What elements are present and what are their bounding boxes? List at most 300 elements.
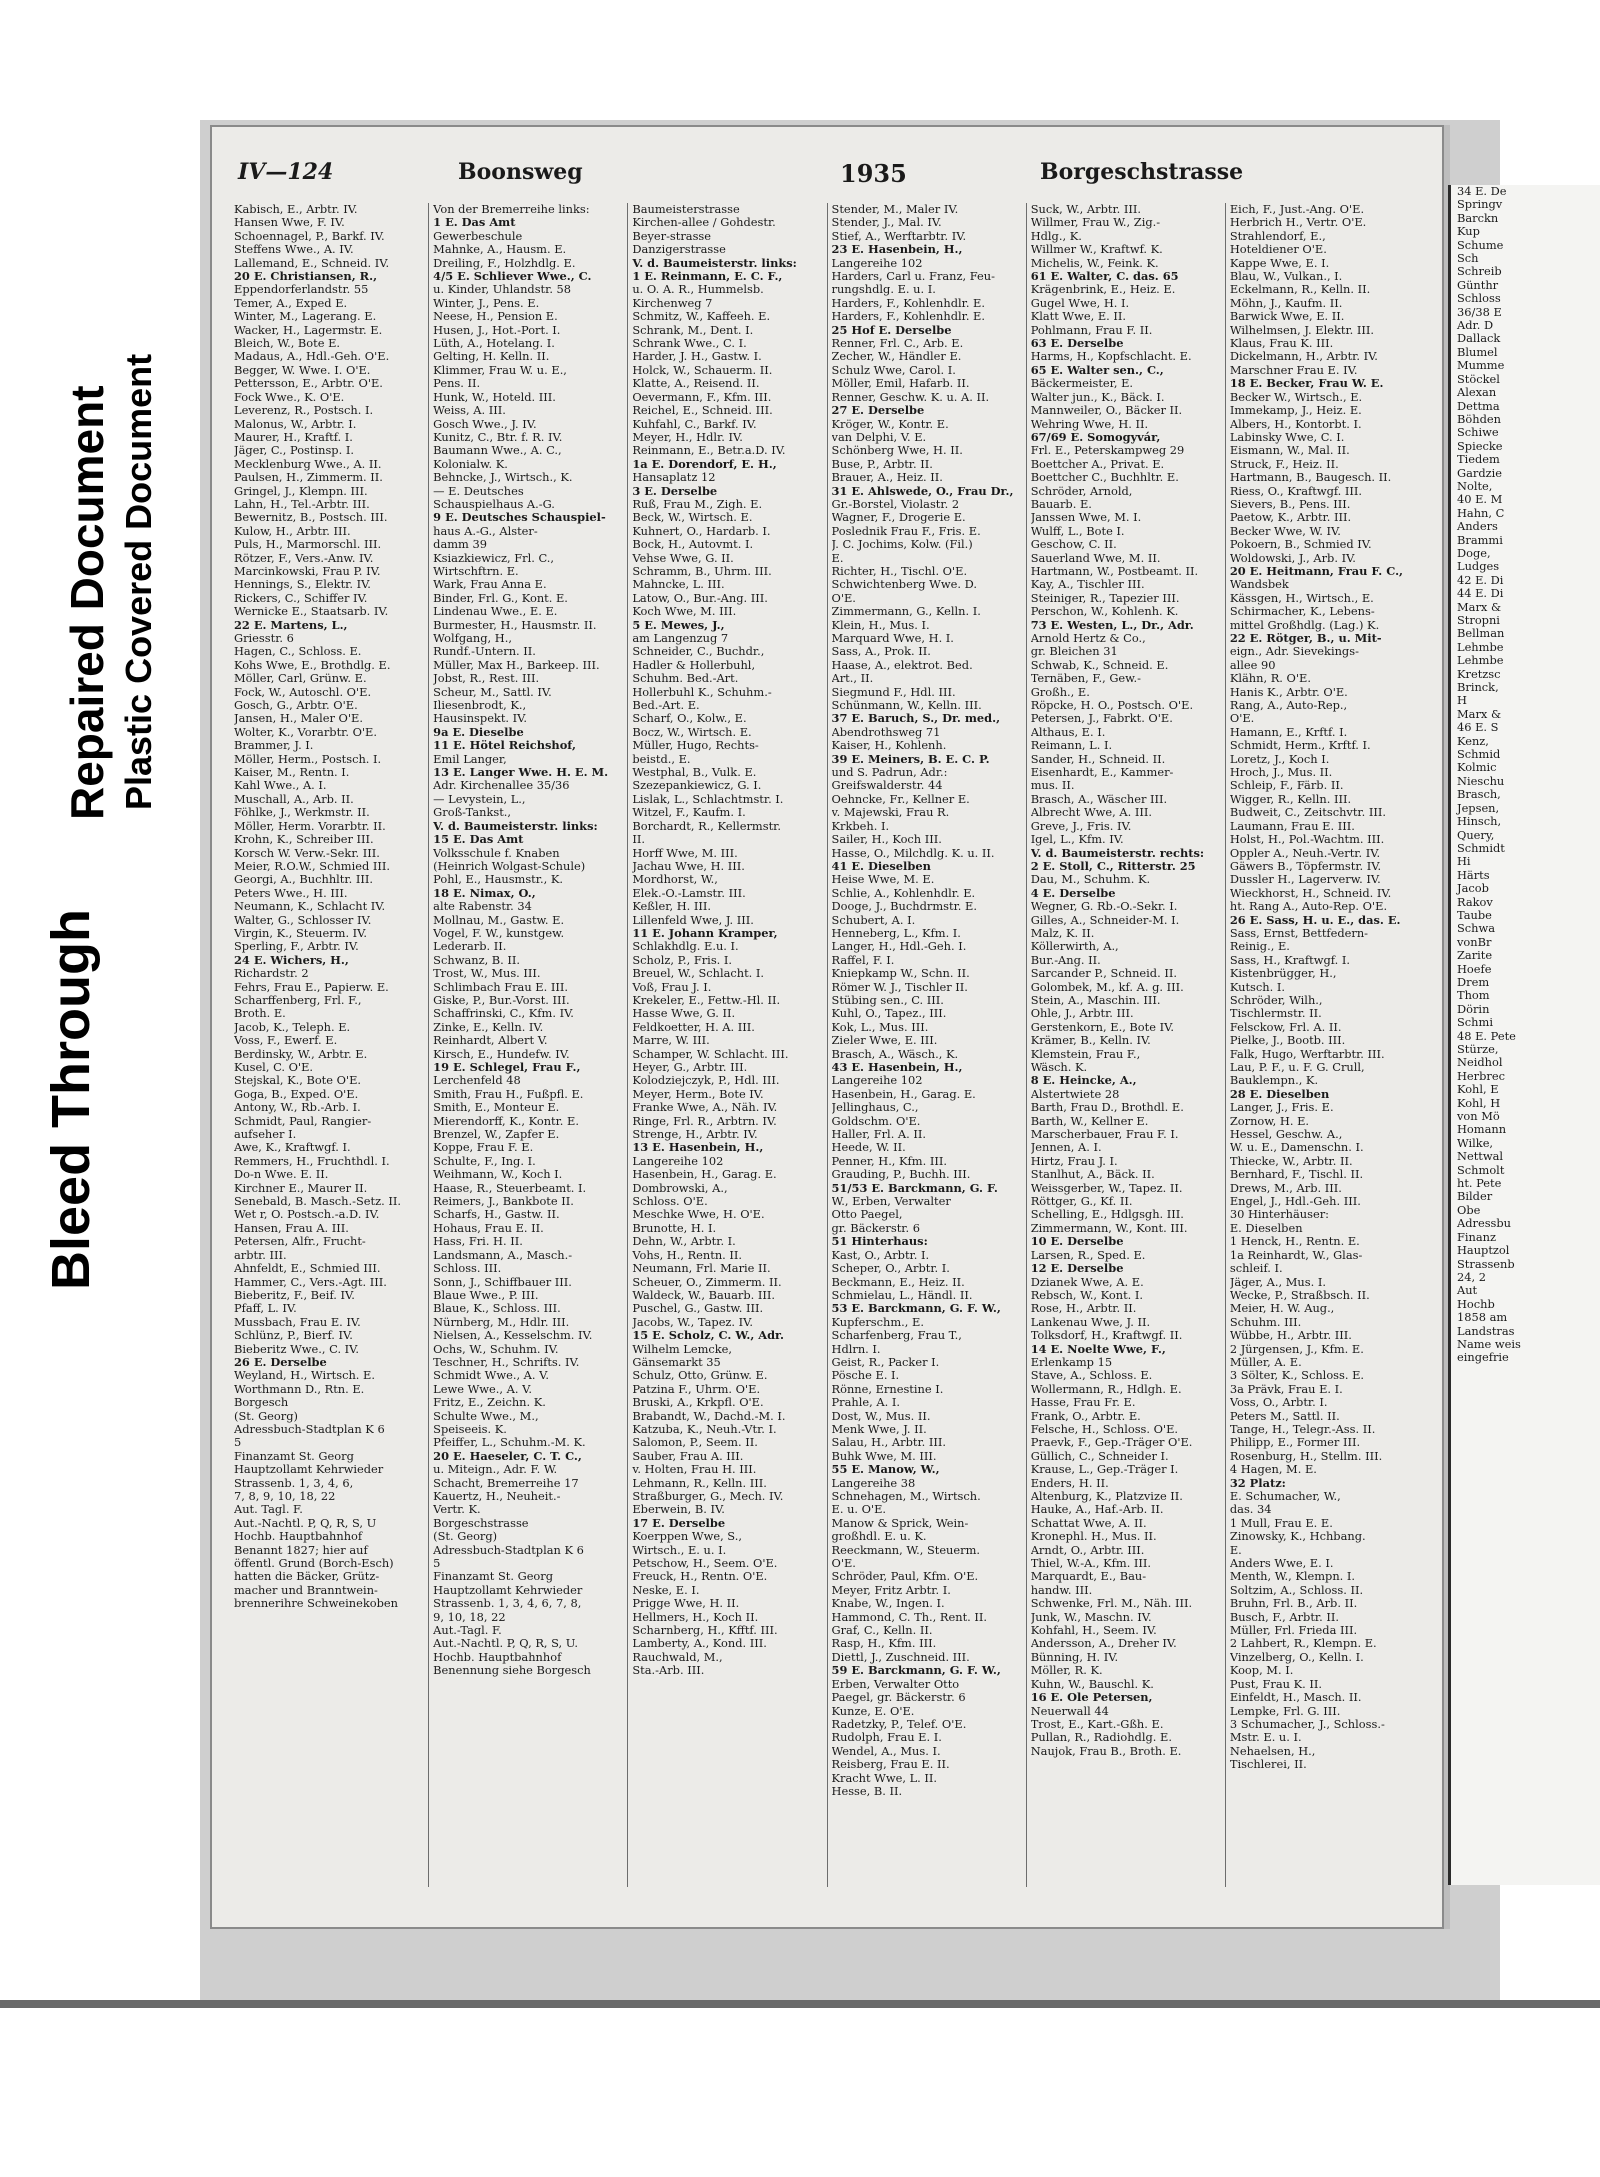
directory-entry: Busch, F., Arbtr. II. [1229,1610,1339,1624]
directory-entry: Wilhelmsen, J. Elektr. III. [1229,323,1374,337]
directory-entry: Mstr. E. u. I. [1229,1731,1302,1745]
directory-entry: Rudolph, Frau E. I. [831,1731,942,1745]
directory-entry: Krkbeh. I. [831,819,890,833]
adjacent-page-entry: Jepsen, [1457,801,1500,815]
directory-entry: Finanzamt St. Georg [433,1570,554,1584]
directory-entry: Müller, Max H., Barkeep. III. [433,658,600,672]
directory-entry: 9a E. Dieselbe [433,725,524,739]
directory-entry: Harders, Carl u. Franz, Feu- [831,270,995,284]
adjacent-page-entry: Stropni [1457,614,1500,627]
directory-entry: Sperling, F., Arbtr. IV. [234,940,359,954]
directory-entry: Klatt Wwe, E. II. [1030,310,1127,324]
directory-entry: Griesstr. 6 [234,632,294,645]
directory-entry: Jachau Wwe, H. III. [632,859,745,873]
directory-entry: Iliesenbrodt, K., [433,699,527,713]
directory-entry: 65 E. Walter sen., C., [1030,363,1164,377]
adjacent-page-entry: Wilke, [1457,1136,1494,1150]
directory-entry: Strenge, H., Arbtr. IV. [632,1128,758,1142]
directory-entry: Do-n Wwe. E. II. [234,1168,329,1182]
directory-entry: Wehring Wwe, H. II. [1030,417,1149,431]
directory-entry: Art., II. [831,672,874,686]
directory-entry: Igel, L., Kfm. IV. [1030,833,1124,847]
directory-column-1 [230,203,428,1887]
directory-entry: Schirmacher, K., Lebens- [1229,605,1375,619]
adjacent-page-entry: Ludges [1457,560,1500,574]
directory-entry: Jäger, A., Mus. I. [1229,1275,1326,1289]
directory-entry: ht. Rang A., Auto-Rep. O'E. [1229,900,1388,914]
directory-entry: Kast, O., Arbtr. I. [831,1248,930,1262]
directory-entry: 1 E. Das Amt [433,216,516,230]
directory-entry: Enders, H. II. [1030,1476,1109,1490]
directory-entry: Henneberg, L., Kfm. I. [831,926,961,940]
directory-entry: Schubert, A. I. [831,913,916,927]
directory-entry: E. u. O'E. [831,1503,887,1517]
directory-entry: Schwanz, B. II. [433,953,521,967]
directory-entry: Loretz, J., Koch I. [1229,752,1330,766]
adjacent-page-entry: Stöckel [1457,372,1500,386]
directory-entry: Lindenau Wwe., E. E. [433,605,558,619]
directory-entry: Neumann, Frl. Marie II. [632,1262,771,1276]
directory-entry: Richardstr. 2 [234,967,309,981]
scan-bottom-edge [0,2000,1600,2008]
adjacent-page-entry: von Mö [1457,1110,1500,1124]
directory-entry: Köllerwirth, A., [1030,940,1119,954]
directory-entry: Rickers, C., Schiffer IV. [234,591,368,605]
directory-entry: Marschner Frau E. IV. [1229,363,1358,377]
directory-entry: Wark, Frau Anna E. [433,578,547,592]
directory-entry: 61 E. Walter, C. das. 65 [1030,270,1179,284]
directory-entry: Ruß, Frau M., Zigh. E. [632,497,763,511]
adjacent-page-entry: Strassenb [1457,1257,1515,1271]
directory-entry: E. [831,551,844,565]
directory-entry: Brunotte, H. I. [632,1221,717,1235]
directory-entry: Kaiser, M., Rentn. I. [234,766,350,780]
directory-entry: Vertr. K. [433,1503,481,1517]
directory-entry: Rang, A., Auto-Rep., [1229,699,1348,713]
directory-entry: 3a Prävk, Frau E. I. [1229,1382,1343,1396]
directory-entry: Kirchenweg 7 [632,296,713,310]
directory-entry: 63 E. Derselbe [1030,337,1124,351]
directory-entry: Wolfgang, H., [433,632,512,645]
directory-entry: Kässgen, H., Wirtsch., E. [1229,591,1374,605]
adjacent-page-entry: Schreib [1457,265,1502,279]
directory-entry: Barth, Frau D., Brothdl. E. [1030,1101,1184,1115]
directory-entry: Langereihe 102 [831,1074,923,1088]
directory-entry: 19 E. Schlegel, Frau F., [433,1061,581,1074]
directory-entry: Scheper, O., Arbtr. I. [831,1262,950,1276]
directory-entry: Blau, W., Vulkan., I. [1229,270,1343,284]
directory-entry: 67/69 E. Somogyvár, [1030,430,1161,444]
adjacent-page-entry: Spiecke [1457,439,1503,453]
adjacent-page-entry: Hi [1457,855,1471,869]
directory-entry: Vogel, F. W., kunstgew. [433,926,565,940]
directory-entry: Hauptzollamt Kehrwieder [433,1583,583,1597]
directory-entry: 25 Hof E. Derselbe [831,323,952,337]
directory-entry: Wacker, H., Lagermstr. E. [234,323,383,337]
adjacent-page-entry: Dörin [1457,1002,1490,1016]
directory-entry: Klähn, R. O'E. [1229,672,1311,686]
directory-entry: Jansen, H., Maler O'E. [234,712,363,726]
directory-entry: Sarcander P., Schneid. II. [1030,967,1177,981]
directory-entry: 4 Hagen, M. E. [1229,1463,1317,1477]
directory-entry: Reimann, L. I. [1030,739,1113,753]
directory-entry: Frank, O., Arbtr. E. [1030,1409,1141,1423]
directory-entry: Becker Wwe, W. IV. [1229,524,1341,538]
directory-entry: Suck, W., Arbtr. III. [1030,203,1142,216]
directory-entry: Lislak, L., Schlachtmstr. I. [632,792,784,806]
directory-entry: Kohs Wwe, E., Brothdlg. E. [234,658,391,672]
directory-entry: Pösche E. I. [831,1369,900,1383]
adjacent-page-entry: Schmidt [1457,841,1505,855]
directory-entry: Kulow, H., Arbtr. III. [234,524,351,538]
directory-entry: Poslednik Frau F., Fris. E. [831,524,981,538]
directory-entry: Barwick Wwe, E. II. [1229,310,1345,324]
directory-entry: Georgi, A., Buchhltr. III. [234,873,373,887]
directory-entry: Schoennagel, P., Barkf. IV. [234,229,385,243]
adjacent-page-entry: Landstras [1457,1324,1515,1338]
directory-entry: Renner, Geschw. K. u. A. II. [831,390,990,404]
directory-entry: 20 E. Christiansen, R., [234,270,378,284]
directory-entry: 11 E. Hötel Reichshof, [433,739,576,753]
adjacent-page-entry: Homann [1457,1123,1507,1137]
directory-entry: v. Majewski, Frau R. [831,806,950,820]
directory-entry: Stein, A., Maschin. III. [1030,993,1161,1007]
adjacent-page-entry: Barckn [1457,211,1499,225]
directory-entry: Bernhard, F., Tischl. II. [1229,1168,1364,1182]
directory-entry: Hadler & Hollerbuhl, [632,658,756,672]
directory-entry: Binder, Frl. G., Kont. E. [433,591,568,605]
adjacent-page-entry: Dallack [1457,332,1501,346]
directory-entry: Schröder, Paul, Kfm. O'E. [831,1570,979,1584]
directory-entry: Nielsen, A., Kesselschm. IV. [433,1329,593,1343]
directory-entry: Bauarb. E. [1030,497,1092,511]
directory-entry: Becker W., Wirtsch., E. [1229,390,1363,404]
adjacent-page-entry: Drem [1457,975,1490,989]
directory-entry: Franke Wwe, A., Näh. IV. [632,1101,778,1115]
directory-entry: 4 E. Derselbe [1030,886,1116,900]
page-number: IV—124 [238,159,334,185]
directory-entry: Harders, F., Kohlenhdlr. E. [831,296,985,310]
directory-entry: rungshdlg. E. u. I. [831,283,936,297]
adjacent-page-entry: 34 E. De [1457,185,1507,198]
adjacent-page-entry: Doge, [1457,546,1491,560]
directory-entry: Kutsch. I. [1229,980,1285,994]
directory-entry: 13 E. Hasenbein, H., [632,1141,764,1155]
directory-entry: 28 E. Dieselben [1229,1087,1330,1101]
directory-entry: Tischlerei, II. [1229,1758,1307,1772]
directory-entry: Kok, L., Mus. III. [831,1020,929,1034]
directory-entry: 23 E. Hasenbein, H., [831,243,963,257]
directory-entry: schleif. I. [1229,1262,1283,1276]
directory-entry: Speiseeis. K. [433,1422,507,1436]
directory-entry: Föhlke, J., Werkmstr. II. [234,806,370,820]
directory-entry: Althaus, E. I. [1030,725,1106,739]
adjacent-page-entry: Rakov [1457,895,1493,909]
directory-entry: 4/5 E. Schliever Wwe., C. [433,270,592,284]
directory-entry: Pokoern, B., Schmied IV. [1229,538,1372,552]
directory-entry: 53 E. Barckmann, G. F. W., [831,1302,1001,1316]
directory-column-2 [428,203,627,1887]
adjacent-page-entry: Schmid [1457,748,1501,762]
directory-entry: Eppendorferlandstr. 55 [234,283,369,297]
directory-entry: alte Rabenstr. 34 [433,900,532,914]
directory-entry: Vinzelberg, O., Kelln. I. [1229,1650,1364,1664]
directory-entry: Kröger, W., Kontr. E. [831,417,949,431]
adjacent-page-entry: Obe [1457,1203,1481,1217]
directory-entry: Bauklempn., K. [1229,1074,1319,1088]
directory-entry: Baumeisterstrasse [632,203,740,216]
directory-entry: Reeckmann, W., Steuerm. [831,1543,981,1557]
directory-entry: Pohlmann, Frau F. II. [1030,323,1153,337]
directory-entry: Maurer, H., Kraftf. I. [234,430,353,444]
directory-entry: Willmer W., Kraftwf. K. [1030,243,1163,257]
directory-entry: Fritz, E., Zeichn. K. [433,1396,546,1410]
directory-entry: 8 E. Heincke, A., [1030,1074,1137,1088]
directory-entry: Schwab, K., Schneid. E. [1030,658,1169,672]
directory-entry: damm 39 [433,538,487,552]
directory-entry: Rebsch, W., Kont. I. [1030,1288,1144,1302]
directory-entry: Wolter, K., Vorarbtr. O'E. [234,725,377,739]
adjacent-page-entry: 1858 am [1457,1311,1508,1325]
adjacent-page-entry: Sch [1457,252,1479,266]
directory-entry: Temer, A., Exped E. [234,296,348,310]
directory-entry: Koop, M. I. [1229,1664,1294,1678]
directory-entry: Lerchenfeld 48 [433,1074,521,1088]
directory-entry: Müller, Frl. Frieda III. [1229,1624,1358,1638]
directory-entry: u. Kinder, Uhlandstr. 58 [433,283,572,297]
directory-entry: Stender, M., Maler IV. [831,203,959,216]
directory-entry: Meier, R.O.W., Schmied III. [234,859,391,873]
directory-entry: Muschall, A., Arb. II. [234,792,354,806]
directory-entry: Laumann, Frau E. III. [1229,819,1355,833]
adjacent-page-entry: Tiedem [1457,453,1500,467]
directory-entry: Wet r, O. Postsch.-a.D. IV. [234,1208,380,1222]
directory-entry: Nürnberg, M., Hdlr. III. [433,1315,570,1329]
directory-entry: Trost, W., Mus. III. [433,967,541,981]
directory-entry: Strassenb. 1, 3, 4, 6, 7, 8, [433,1597,582,1611]
directory-entry: Scharfs, H., Gastw. II. [433,1208,560,1222]
adjacent-page-entry: Alexan [1457,386,1497,400]
directory-entry: Winter, J., Pens. E. [433,296,540,310]
directory-entry: Jobst, R., Rest. III. [433,672,540,686]
directory-entry: Neske, E. I. [632,1583,700,1597]
directory-entry: Aut. Tagl. F. [234,1503,303,1517]
directory-entry: Von der Bremerreihe links: [433,203,590,216]
adjacent-page-entry: Hinsch, [1457,815,1502,829]
adjacent-page-entry: Schume [1457,238,1504,252]
directory-entry: Schulz, Otto, Grünw. E. [632,1369,768,1383]
directory-entry: u. O. A. R., Hummelsb. [632,283,764,297]
directory-entry: Engel, J., Hdl.-Geh. III. [1229,1195,1361,1209]
directory-entry: Larsen, R., Sped. E. [1030,1248,1146,1262]
directory-entry: 14 E. Noelte Wwe, F., [1030,1342,1166,1356]
directory-entry: Hesse, B. II. [831,1784,903,1798]
directory-entry: Albrecht Wwe, A. III. [1030,806,1152,820]
directory-entry: Oevermann, F., Kfm. III. [632,390,772,404]
directory-entry: Neumann, K., Schlacht IV. [234,900,386,914]
directory-entry: Kuhl, O., Tapez., III. [831,1007,947,1021]
directory-entry: (St. Georg) [234,1409,298,1423]
directory-entry: Boettcher A., Privat. E. [1030,457,1165,471]
directory-entry: Stanlhut, A., Bäck. II. [1030,1168,1155,1182]
adjacent-page-entry: Nieschu [1457,774,1505,788]
adjacent-page-entry: Brammi [1457,533,1503,547]
adjacent-page-entry: Günthr [1457,278,1499,292]
directory-entry: Jellinghaus, C., [831,1101,919,1115]
directory-entry: Finanzamt St. Georg [234,1449,354,1463]
directory-entry: Rosenburg, H., Stellm. III. [1229,1449,1383,1463]
directory-entry: Petersen, J., Fabrkt. O'E. [1030,712,1173,726]
directory-entry: Golombek, M., kf. A. g. III. [1030,980,1184,994]
directory-entry: Malz, K. II. [1030,926,1095,940]
directory-entry: Boettcher C., Buchhltr. E. [1030,471,1179,485]
directory-entry: Reisberg, Frau E. II. [831,1758,950,1772]
directory-entry: Renner, Frl. C., Arb. E. [831,337,964,351]
year-heading: 1935 [840,159,907,188]
directory-entry: Vehse Wwe, G. II. [632,551,734,565]
directory-column-6 [1225,203,1424,1887]
directory-entry: Mannweiler, O., Bäcker II. [1030,404,1183,418]
directory-entry: Lankenau Wwe, J. II. [1030,1315,1151,1329]
directory-entry: Borchardt, R., Kellermstr. [632,819,781,833]
directory-entry: Virgin, K., Steuerm. IV. [234,926,368,940]
directory-entry: V. d. Baumeisterstr. rechts: [1030,846,1205,860]
directory-entry: Langer, J., Fris. E. [1229,1101,1334,1115]
adjacent-page-entry: Neidhol [1457,1056,1503,1070]
directory-column-4 [827,203,1026,1887]
directory-entry: Schwichtenberg Wwe. D. [831,578,977,592]
adjacent-page-entry: Kohl, E [1457,1083,1499,1097]
adjacent-page-entry: Hochb [1457,1297,1495,1311]
directory-entry: Greve, J., Fris. IV. [1030,819,1132,833]
directory-entry: Reinig., E. [1229,940,1290,954]
directory-entry: Bieberitz Wwe., C. IV. [234,1342,360,1356]
directory-entry: Immekamp, J., Heiz. E. [1229,404,1362,418]
directory-entry: Arnold Hertz & Co., [1030,632,1146,645]
directory-entry: Adressbuch-Stadtplan K 6 [234,1422,385,1436]
directory-entry: Altenburg, K., Platzvize II. [1030,1490,1183,1503]
directory-entry: Rose, H., Arbtr. II. [1030,1302,1137,1316]
directory-entry: 55 E. Manow, W., [831,1463,940,1477]
directory-entry: 16 E. Ole Petersen, [1030,1691,1153,1705]
directory-entry: Trost, E., Kart.-Gßh. E. [1030,1717,1164,1731]
directory-entry: Junk, W., Maschn. IV. [1030,1610,1152,1624]
directory-entry: Nehaelsen, H., [1229,1744,1316,1758]
directory-entry: 20 E. Haeseler, C. T. C., [433,1449,582,1463]
directory-entry: Hass, Fri. H. II. [433,1235,523,1249]
directory-entry: Erlenkamp 15 [1030,1355,1113,1369]
directory-entry: Schrank, M., Dent. I. [632,323,754,337]
directory-entry: Klaus, Frau K. III. [1229,337,1334,351]
directory-entry: Hartmann, B., Baugesch. II. [1229,471,1392,485]
adjacent-page-entry: 42 E. Di [1457,573,1504,587]
adjacent-page-entry: vonBr [1457,935,1492,949]
directory-entry: Adr. Kirchenallee 35/36 [433,779,570,793]
directory-entry: Jennen, A. I. [1030,1141,1102,1155]
directory-entry: Andersson, A., Dreher IV. [1030,1637,1177,1651]
directory-entry: Kuhn, W., Bauschl. K. [1030,1677,1154,1691]
directory-entry: Koppe, Frau F. E. [433,1141,534,1155]
left-street-heading: Boonsweg [458,159,583,185]
directory-entry: 31 E. Ahlswede, O., Frau Dr., [831,484,1014,498]
directory-entry: Bäckermeister, E. [1030,377,1134,391]
directory-entry: 2 E. Stoll, C., Ritterstr. 25 [1030,859,1196,873]
directory-entry: Adressbuch-Stadtplan K 6 [433,1543,584,1557]
adjacent-page-entry: Zarite [1457,949,1493,963]
directory-entry: Schauspielhaus A.-G. [433,497,555,511]
directory-entry: E. [1229,1543,1242,1557]
directory-entry: Jacob, K., Teleph. E. [234,1020,351,1034]
directory-entry: Ohle, J., Arbtr. III. [1030,1007,1134,1021]
directory-entry: Kusel, C. O'E. [234,1061,314,1074]
directory-entry: gr. Bäckerstr. 6 [831,1221,920,1235]
directory-entry: 59 E. Barckmann, G. F. W., [831,1664,1001,1678]
directory-entry: Waldeck, W., Bauarb. III. [632,1288,776,1302]
directory-entry: Paulsen, H., Zimmerm. II. [234,471,383,485]
directory-entry: Schmielau, L., Händl. II. [831,1288,973,1302]
directory-entry: Röttger, G., Kf. II. [1030,1195,1133,1209]
directory-entry: Lehmann, R., Kelln. III. [632,1476,767,1490]
directory-entry: Schulte Wwe., M., [433,1409,539,1423]
directory-entry: Willmer, Frau W., Zig.- [1030,216,1161,230]
directory-entry: Dussler H., Lagerverw. IV. [1229,873,1381,887]
directory-entry: Grauding, P., Buchh. III. [831,1168,971,1182]
directory-entry: Kuhnert, O., Hardarb. I. [632,524,771,538]
directory-entry: (St. Georg) [433,1530,498,1544]
directory-entry: Hasenbein, H., Garag. E. [632,1168,777,1182]
directory-entry: Fock, W., Autoschl. O'E. [234,685,372,699]
directory-entry: Dehn, W., Arbtr. I. [632,1235,736,1249]
directory-entry: Petschow, H., Seem. O'E. [632,1557,778,1571]
directory-entry: Sass, A., Prok. II. [831,645,931,659]
directory-entry: Kolonialw. K. [433,457,508,471]
directory-entry: Benannt 1827; hier auf [234,1543,368,1557]
directory-entry: Haller, Frl. A. II. [831,1128,927,1142]
directory-entry: Wegner, G. Rb.-O.-Sekr. I. [1030,900,1178,914]
directory-entry: Gänsemarkt 35 [632,1355,721,1369]
directory-entry: Harms, H., Kopfschlacht. E. [1030,350,1192,364]
directory-entry: Breuel, W., Schlacht. I. [632,967,765,981]
directory-entry: 1a E. Dorendorf, E. H., [632,457,777,471]
directory-entry: Möller, Emil, Hafarb. II. [831,377,970,391]
directory-entry: Rönne, Ernestine I. [831,1382,944,1396]
directory-entry: Wulff, L., Bote I. [1030,524,1125,538]
directory-entry: Falk, Hugo, Werftarbtr. III. [1229,1047,1385,1061]
adjacent-page-entry: Herbrec [1457,1069,1505,1083]
directory-entry: Neese, H., Pension E. [433,310,558,324]
directory-entry: Zieler Wwe, E. III. [831,1034,938,1048]
adjacent-page-strip [1448,185,1600,1885]
directory-entry: 39 E. Meiners, B. E. C. P. [831,752,990,766]
directory-entry: Kabisch, E., Arbtr. IV. [234,203,358,216]
directory-entry: Schlakhdlg. E.u. I. [632,940,739,954]
directory-entry: Winter, M., Lagerang. E. [234,310,377,324]
directory-column-3 [627,203,826,1887]
repaired-document-label: Repaired Document [61,385,113,820]
directory-entry: Geschow, C. II. [1030,538,1117,552]
directory-entry: Weissgerber, W., Tapez. II. [1030,1181,1183,1195]
directory-entry: hatten die Bäcker, Grütz- [234,1570,380,1584]
adjacent-page-entry: Mumme [1457,359,1505,373]
directory-entry: Wernicke E., Staatsarb. IV. [234,605,389,619]
directory-entry: 10 E. Derselbe [1030,1235,1124,1249]
directory-entry: Hasse, O., Milchdlg. K. u. II. [831,846,995,860]
directory-entry: Hroch, J., Mus. II. [1229,766,1333,780]
directory-entry: handw. III. [1030,1583,1093,1597]
directory-entry: Hasenbein, H., Garag. E. [831,1087,976,1101]
directory-entry: Witzel, F., Kaufm. I. [632,806,746,820]
directory-entry: Strassenb. 1, 3, 4, 6, [234,1476,354,1490]
